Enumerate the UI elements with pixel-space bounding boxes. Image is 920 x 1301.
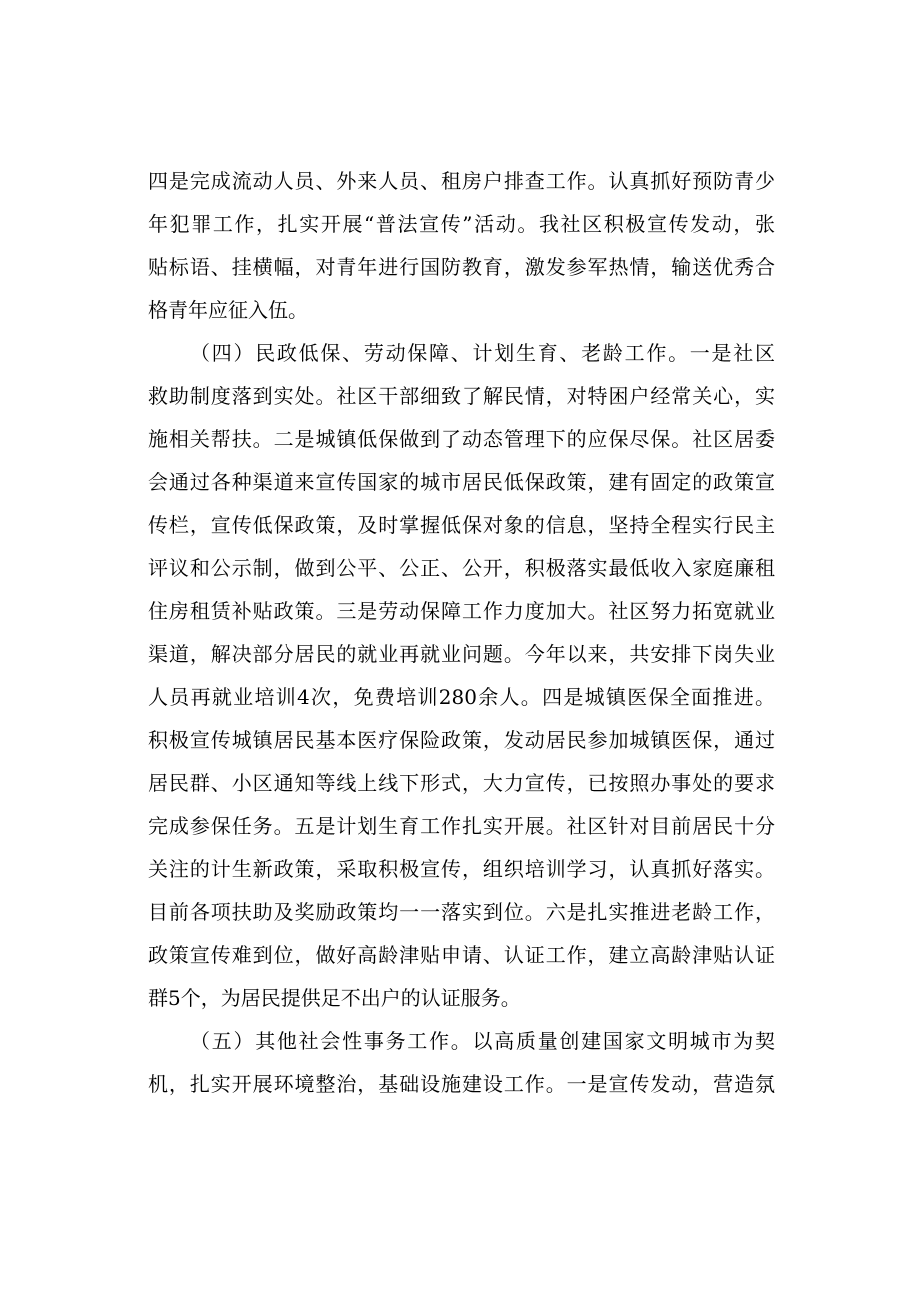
text-line: 居民群、小区通知等线上线下形式，大力宣传，已按照办事处的要求: [148, 771, 775, 795]
text-line: 目前各项扶助及奖励政策均一一落实到位。六是扎实推进老龄工作，: [148, 900, 775, 924]
text-line: 积极宣传城镇居民基本医疗保险政策，发动居民参加城镇医保，通过: [148, 728, 775, 752]
paragraph-continuation: [148, 160, 775, 332]
text-line: 机，扎实开展环境整治，基础设施建设工作。一是宣传发动，营造氛: [148, 1072, 775, 1096]
text-line: 评议和公示制，做到公平、公正、公开，积极落实最低收入家庭廉租: [148, 556, 775, 580]
paragraph-section-5: [148, 1020, 775, 1106]
text-line: 年犯罪工作，扎实开展“普法宣传”活动。我社区积极宣传发动，张: [148, 212, 775, 236]
text-line: 群5个，为居民提供足不出户的认证服务。: [148, 986, 521, 1010]
paragraph-section-4: [148, 332, 775, 1020]
text-line: 住房租赁补贴政策。三是劳动保障工作力度加大。社区努力拓宽就业: [148, 599, 775, 623]
text-line: 政策宣传难到位，做好高龄津贴申请、认证工作，建立高龄津贴认证: [148, 943, 775, 967]
text-line: 四是完成流动人员、外来人员、租房户排查工作。认真抓好预防青少: [148, 169, 775, 193]
text-line: 施相关帮扶。二是城镇低保做到了动态管理下的应保尽保。社区居委: [148, 427, 775, 451]
text-line: 格青年应征入伍。: [148, 298, 308, 322]
text-line: 人员再就业培训4次，免费培训280余人。四是城镇医保全面推进。: [148, 685, 775, 709]
text-line: 贴标语、挂横幅，对青年进行国防教育，激发参军热情，输送优秀合: [148, 255, 775, 279]
text-line: 渠道，解决部分居民的就业再就业问题。今年以来，共安排下岗失业: [148, 642, 775, 666]
text-line: 完成参保任务。五是计划生育工作扎实开展。社区针对目前居民十分: [148, 814, 775, 838]
text-line: 会通过各种渠道来宣传国家的城市居民低保政策，建有固定的政策宣: [148, 470, 775, 494]
text-line: 救助制度落到实处。社区干部细致了解民情，对特困户经常关心，实: [148, 384, 775, 408]
document-body: [148, 160, 775, 1106]
section-heading-line: （五）其他社会性事务工作。以高质量创建国家文明城市为契: [190, 1029, 775, 1053]
section-heading-line: （四）民政低保、劳动保障、计划生育、老龄工作。一是社区: [190, 341, 775, 365]
text-line: 传栏，宣传低保政策，及时掌握低保对象的信息，坚持全程实行民主: [148, 513, 775, 537]
text-line: 关注的计生新政策，采取积极宣传，组织培训学习，认真抓好落实。: [148, 857, 775, 881]
